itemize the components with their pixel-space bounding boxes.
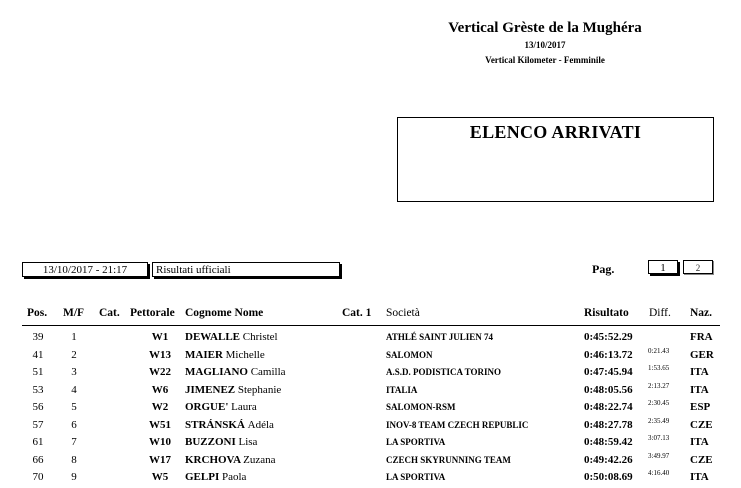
- cell-surname: KRCHOVA: [185, 453, 241, 466]
- cell-nation: CZE: [690, 453, 713, 466]
- cell-bib: W10: [149, 436, 171, 448]
- col-header-cat: Cat.: [99, 307, 120, 319]
- col-header-mf: M/F: [63, 307, 85, 319]
- cell-result: 0:47:45.94: [584, 366, 633, 378]
- page-1-button[interactable]: 1: [648, 260, 678, 274]
- cell-nation: ITA: [690, 436, 709, 448]
- results-status: Risultati ufficiali: [152, 262, 340, 277]
- cell-bib: W51: [149, 418, 171, 431]
- cell-first-name: Stephanie: [237, 383, 282, 396]
- cell-surname: BUZZONI: [185, 436, 236, 448]
- cell-diff: 0:21.43: [648, 346, 670, 355]
- cell-gender-rank: 1: [71, 331, 77, 343]
- cell-name: [185, 436, 257, 448]
- cell-diff: 2:13.27: [648, 381, 670, 390]
- cell-bib: W17: [149, 453, 171, 466]
- col-header-diff: Diff.: [649, 307, 671, 319]
- cell-gender-rank: 7: [71, 436, 77, 448]
- cell-result: 0:48:59.42: [584, 436, 633, 448]
- cell-nation: CZE: [690, 418, 713, 431]
- cell-nation: ITA: [690, 471, 709, 483]
- cell-gender-rank: 8: [71, 453, 77, 466]
- cell-nation: FRA: [690, 331, 713, 343]
- col-header-bib: Pettorale: [130, 307, 175, 319]
- table-row: [0, 366, 741, 383]
- cell-nation: ITA: [690, 383, 709, 396]
- cell-gender-rank: 3: [71, 366, 77, 378]
- cell-name: [185, 471, 246, 483]
- table-row: [0, 451, 741, 471]
- cell-surname: JIMENEZ: [185, 383, 236, 396]
- table-row: [0, 381, 741, 401]
- cell-bib: W13: [149, 348, 171, 361]
- cell-first-name: Camilla: [250, 366, 286, 378]
- cell-position: 57: [32, 418, 44, 431]
- cell-gender-rank: 9: [71, 471, 77, 483]
- cell-name: [185, 331, 278, 343]
- cell-first-name: Zuzana: [243, 453, 276, 466]
- table-row: [0, 436, 741, 453]
- cell-nation: GER: [690, 348, 714, 361]
- cell-bib: W1: [151, 331, 169, 343]
- cell-surname: MAGLIANO: [185, 366, 248, 378]
- table-row: [0, 471, 741, 488]
- cell-name: [185, 366, 286, 378]
- cell-result: 0:49:42.26: [584, 453, 633, 466]
- cell-diff: 2:35.49: [648, 416, 670, 425]
- table-row: [0, 416, 741, 436]
- page-2-button[interactable]: 2: [683, 260, 713, 274]
- cell-diff: 3:07.13: [648, 434, 670, 442]
- cell-gender-rank: 2: [71, 348, 77, 361]
- cell-position: 51: [32, 366, 44, 378]
- cell-first-name: Michelle: [225, 348, 265, 361]
- col-header-cat1: Cat. 1: [342, 307, 372, 319]
- cell-position: 53: [32, 383, 44, 396]
- cell-position: 39: [32, 331, 44, 343]
- cell-society: INOV-8 TEAM CZECH REPUBLIC: [386, 419, 529, 430]
- col-header-pos: Pos.: [27, 307, 48, 319]
- cell-position: 41: [32, 348, 44, 361]
- col-header-nation: Naz.: [690, 307, 713, 319]
- header-divider: [22, 325, 720, 326]
- cell-position: 66: [32, 453, 44, 466]
- cell-diff: 1:53.65: [648, 364, 670, 372]
- cell-position: 70: [32, 471, 44, 483]
- table-row: [0, 331, 741, 348]
- report-title: ELENCO ARRIVATI: [469, 122, 642, 142]
- cell-result: 0:48:22.74: [584, 401, 633, 413]
- col-header-result: Risultato: [584, 307, 629, 319]
- cell-position: 56: [32, 401, 44, 413]
- cell-society: A.S.D. PODISTICA TORINO: [386, 367, 501, 377]
- cell-surname: DEWALLE: [185, 331, 241, 343]
- cell-result: 0:46:13.72: [584, 348, 633, 361]
- page-label: Pag.: [592, 262, 615, 276]
- event-date: 13/10/2017: [524, 40, 566, 50]
- cell-society: ATHLÉ SAINT JULIEN 74: [386, 332, 493, 342]
- cell-name: [185, 401, 257, 413]
- cell-diff: 2:30.45: [648, 399, 670, 407]
- col-header-society: Società: [386, 307, 420, 319]
- cell-bib: W6: [151, 383, 169, 396]
- table-row: [0, 346, 741, 366]
- cell-diff: 4:16.40: [648, 469, 670, 477]
- cell-nation: ITA: [690, 366, 709, 378]
- cell-first-name: Paola: [221, 471, 247, 483]
- cell-result: 0:48:27.78: [584, 418, 633, 431]
- cell-bib: W2: [151, 401, 169, 413]
- cell-society: LA SPORTIVA: [386, 437, 446, 447]
- cell-name: [185, 454, 276, 466]
- race-category: Vertical Kilometer - Femminile: [485, 55, 605, 65]
- print-timestamp: 13/10/2017 - 21:17: [22, 262, 148, 277]
- cell-name: [185, 384, 281, 396]
- cell-first-name: Lisa: [238, 436, 258, 448]
- cell-first-name: Adéla: [247, 418, 274, 431]
- cell-surname: ORGUE': [185, 401, 229, 413]
- event-title: Vertical Grèste de la Mughéra: [448, 20, 642, 36]
- cell-result: 0:48:05.56: [584, 383, 633, 396]
- cell-name: [185, 349, 265, 361]
- col-header-name: Cognome Nome: [185, 307, 264, 319]
- cell-society: LA SPORTIVA: [386, 472, 446, 482]
- cell-society: SALOMON-RSM: [386, 402, 456, 412]
- cell-gender-rank: 4: [71, 383, 77, 396]
- cell-gender-rank: 6: [71, 418, 77, 431]
- cell-surname: GELPI: [185, 471, 220, 483]
- cell-society: SALOMON: [386, 349, 433, 360]
- cell-position: 61: [32, 436, 44, 448]
- cell-gender-rank: 5: [71, 401, 77, 413]
- cell-bib: W5: [151, 471, 169, 483]
- cell-result: 0:50:08.69: [584, 471, 633, 483]
- cell-surname: MAIER: [185, 348, 223, 361]
- cell-society: CZECH SKYRUNNING TEAM: [386, 454, 511, 465]
- report-title-box: [397, 117, 714, 202]
- cell-result: 0:45:52.29: [584, 331, 633, 343]
- cell-diff: 3:49.97: [648, 451, 670, 460]
- cell-first-name: Laura: [231, 401, 257, 413]
- cell-nation: ESP: [690, 401, 711, 413]
- cell-first-name: Christel: [242, 331, 278, 343]
- cell-society: ITALIA: [386, 384, 418, 395]
- cell-name: [185, 419, 274, 431]
- cell-bib: W22: [149, 366, 171, 378]
- table-row: [0, 401, 741, 418]
- cell-surname: STRÁNSKÁ: [185, 418, 245, 431]
